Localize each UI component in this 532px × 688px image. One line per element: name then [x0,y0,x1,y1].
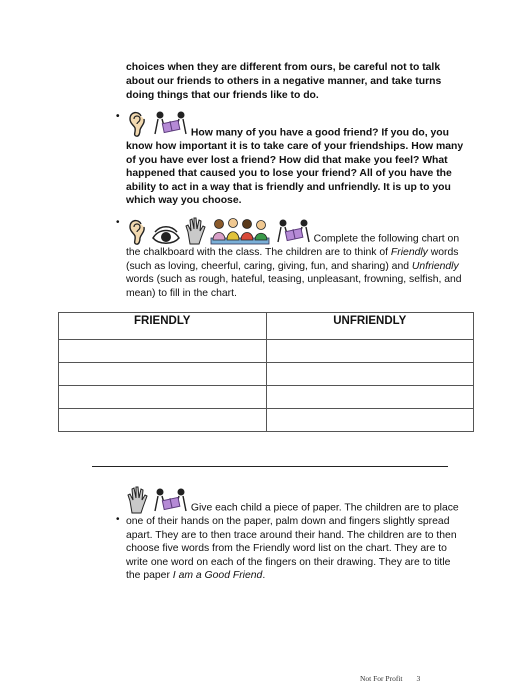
icon-row [126,485,191,515]
column-header-friendly: FRIENDLY [59,313,267,340]
table-row [59,363,474,386]
page-number: 3 [416,674,421,683]
bullet-marker: • [116,111,120,122]
eye-icon [151,226,181,246]
table-cell [59,340,267,363]
table-cell [266,340,474,363]
bullet-1-text: How many of you have a good friend? If you do, you know how important it is to take care of your friendships. How many of you have ever lost a friend? How did that make you feel? What happened that caused you to lose your friend? All of you have the ability to act in a way that is friendly and unfriendly. It is up to you which way you choose. [126,127,464,206]
bullet-2-text-part-1: Complete the following chart on the chalkboard with the class. The children are to think of [126,233,460,258]
bullet-marker: • [116,514,120,525]
group-of-children-icon [209,216,271,246]
bullet-2-text-part-2: words (such as loving, cheerful, caring, giving, fun, and sharing) and [126,247,459,272]
bullet-2-text-part-3: words (such as rough, hateful, teasing, unpleasant, frowning, selfish, and mean) to fill in the chart. [126,274,462,299]
ear-icon [126,218,148,246]
intro-paragraph: choices when they are different from ours, be careful not to talk about our friends to others in a negative manner, and take turns doing things that our friends like to do. [126,62,442,101]
table-cell [59,409,267,432]
table-cell [59,363,267,386]
people-with-book-icon [274,218,314,246]
bullet-item-hand-tracing-activity [116,485,466,583]
people-with-book-icon [151,110,191,138]
table-cell [59,386,267,409]
bullet-item-chart-instructions [116,216,466,300]
unfriendly-term: Unfriendly [411,260,459,272]
table-cell [266,363,474,386]
icon-row [126,110,191,140]
chart-header-row [59,313,474,340]
bullet-marker: • [116,217,120,228]
bullet-3-text-part-1: Give each child a piece of paper. The children are to place one of their hands on the paper, palm down and fingers slightly spread apart. They are to then trace around their hand. The children are to then choose five words from the Friendly word list on the chart. They are to write one word on each of the fingers on their drawing. They are to title the paper [126,502,459,581]
table-cell [266,386,474,409]
section-divider [92,466,448,467]
friendly-term: Friendly [390,247,428,258]
table-row [59,409,474,432]
column-header-unfriendly: UNFRIENDLY [266,313,474,340]
icon-row [126,216,314,246]
paper-title: I am a Good Friend [172,570,263,581]
friendly-unfriendly-chart [58,312,474,432]
bullet-3-text-part-2: . [262,570,266,581]
bullet-item-friendship-questions [116,110,466,208]
footer-text: Not For Profit [360,674,403,683]
page-footer [360,674,420,683]
table-row [59,386,474,409]
table-cell [266,409,474,432]
hand-icon [126,485,148,515]
people-with-book-icon [151,487,191,515]
table-row [59,340,474,363]
hand-icon [184,216,206,246]
ear-icon [126,110,148,138]
